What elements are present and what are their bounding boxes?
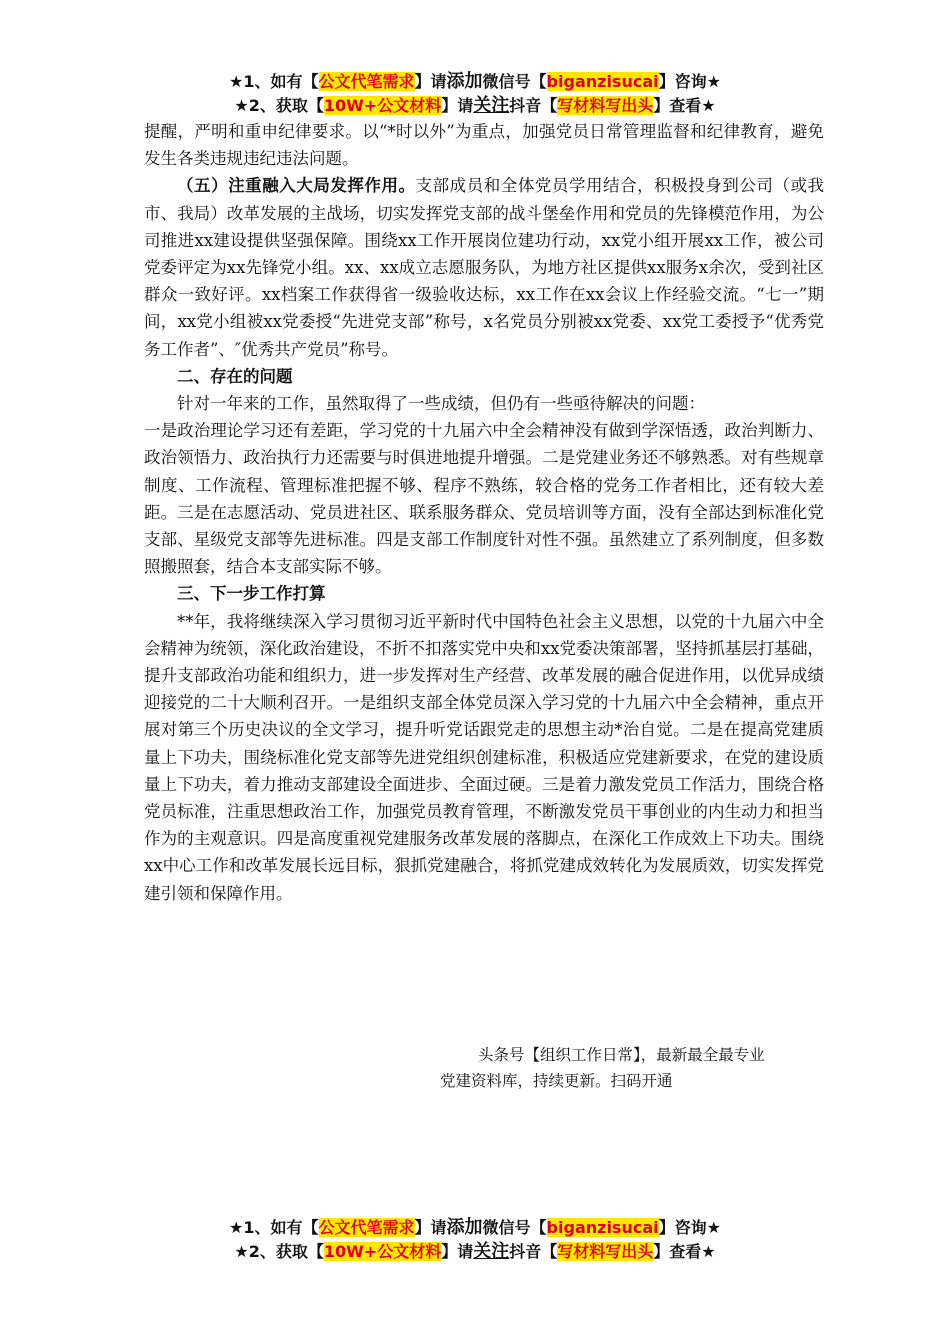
header-banner [0,70,950,118]
highlight-wechat-id: biganzisucai [546,1218,659,1237]
highlight-service: 公文代笔需求 [318,72,415,91]
highlight-materials: 10W+公文材料 [323,1242,442,1261]
banner-line-1: ★1、如有【公文代笔需求】请添加微信号【biganzisucai】咨询★ [229,1217,721,1238]
highlight-douyin-account: 写材料写出头 [557,1242,654,1261]
section-heading-problems: 二、存在的问题 [177,366,293,386]
highlight-service: 公文代笔需求 [318,1218,415,1237]
footer-promo-line-1: 头条号【组织工作日常】，最新最全最专业 [478,1046,765,1064]
highlight-materials: 10W+公文材料 [323,96,442,115]
section-heading-next-steps: 三、下一步工作打算 [177,584,326,604]
footer-promo [440,1042,820,1094]
document-body [144,118,824,907]
banner-line-1: ★1、如有【公文代笔需求】请添加微信号【biganzisucai】咨询★ [229,71,721,92]
banner-line-2: ★2、获取【10W+公文材料】请关注抖音【写材料写出头】查看★ [234,1241,716,1262]
paragraph: 提醒，严明和重申纪律要求。以“*时以外”为重点，加强党员日常管理监督和纪律教育，避免发生各类违规违纪违法问题。 [144,122,824,169]
highlight-douyin-account: 写材料写出头 [557,96,654,115]
paragraph: （五）注重融入大局发挥作用。支部成员和全体党员学用结合，积极投身到公司（或我市、我局）改革发展的主战场，切实发挥党支部的战斗堡垒作用和党员的先锋模范作用，为公司推进xx建设提供坚强保障。围绕xx工作开展岗位建功行动，xx党小组开展xx工作，被公司党委评定为xx先锋党小组。xx、xx成立志愿服务队，为地方社区提供xx服务x余次，受到社区群众一致好评。xx档案工作获得省一级验收达标，xx工作在xx会议上作经验交流。“七一”期间，xx党小组被xx党委授“先进党支部”称号，x名党员分别被xx党委、xx党工委授予“优秀党务工作者”、″优秀共产党员”称号。 [144,176,825,359]
footer-promo-line-2: 党建资料库，持续更新。扫码开通 [440,1072,673,1090]
paragraph: 针对一年来的工作，虽然取得了一些成绩，但仍有一些亟待解决的问题： [177,394,705,414]
footer-banner [0,1216,950,1264]
paragraph: 一是政治理论学习还有差距，学习党的十九届六中全会精神没有做到学深悟透，政治判断力、政治领悟力、政治执行力还需要与时俱进地提升增强。二是党建业务还不够熟悉。对有些规章制度、工作流程、管理标准把握不够、程序不熟练，较合格的党务工作者相比，还有较大差距。三是在志愿活动、党员进社区、联系服务群众、党员培训等方面，没有全部达到标准化党支部、星级党支部等先进标准。四是支部工作制度针对性不强。虽然建立了系列制度，但多数照搬照套，结合本支部实际不够。 [144,421,824,577]
paragraph: **年，我将继续深入学习贯彻习近平新时代中国特色社会主义思想，以党的十九届六中全会精神为统领，深化政治建设，不折不扣落实党中央和xx党委决策部署，坚持抓基层打基础，提升支部政治功能和组织力，进一步发挥对生产经营、改革发展的融合促进作用，以优异成绩迎接党的二十大顺利召开。一是组织支部全体党员深入学习党的十九届六中全会精神，重点开展对第三个历史决议的全文学习，提升听党话跟党走的思想主动*治自觉。二是在提高党建质量上下功夫，围绕标准化党支部等先进党组织创建标准，积极适应党建新要求，在党的建设质量上下功夫，着力推动支部建设全面进步、全面过硬。三是着力激发党员工作活力，围绕合格党员标准，注重思想政治工作，加强党员教育管理，不断激发党员干事创业的内生动力和担当作为的主观意识。四是高度重视党建服务改革发展的落脚点，在深化工作成效上下功夫。围绕xx中心工作和改革发展长远目标，狠抓党建融合，将抓党建成效转化为发展质效，切实发挥党建引领和保障作用。 [144,611,824,903]
highlight-wechat-id: biganzisucai [546,72,659,91]
banner-line-2: ★2、获取【10W+公文材料】请关注抖音【写材料写出头】查看★ [234,95,716,116]
section-lead: （五）注重融入大局发挥作用。 [177,176,416,196]
